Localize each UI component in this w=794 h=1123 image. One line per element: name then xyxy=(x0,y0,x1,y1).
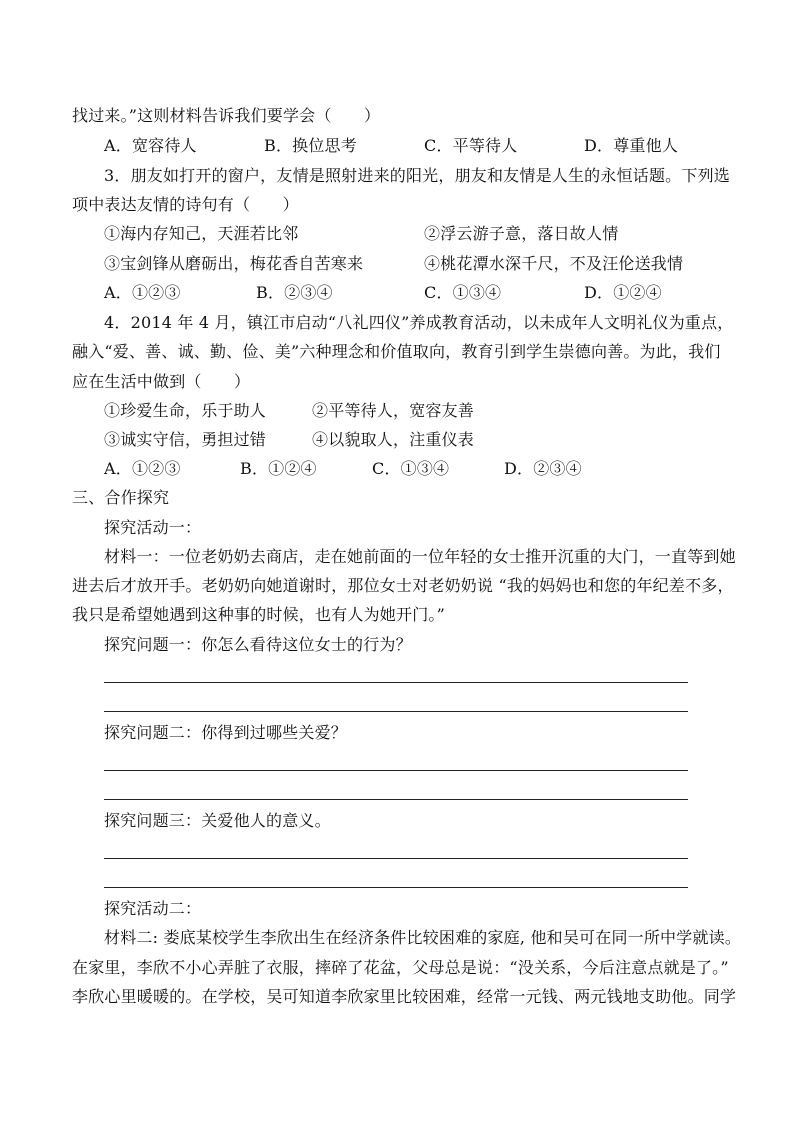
q3-option-a: A．①②③ xyxy=(104,283,181,302)
q4-option-b: B．①②④ xyxy=(240,459,317,478)
material2-line3: 李欣心里暖暖的。在学校，吴可知道李欣家里比较困难，经常一元钱、两元钱地支助他。同学 xyxy=(72,987,737,1006)
q3-item-4: ④桃花潭水深千尺，不及汪伦送我情 xyxy=(424,254,684,273)
q4-item-2: ②平等待人，宽容友善 xyxy=(312,401,475,420)
answer-line-q2-b[interactable] xyxy=(104,799,688,800)
question3: 探究问题三：关爱他人的意义。 xyxy=(104,811,331,830)
q3-item-2: ②浮云游子意，落日故人情 xyxy=(424,224,619,243)
q4-stem-line3: 应在生活中做到（ ） xyxy=(72,372,251,391)
q3-stem-line2: 项中表达友情的诗句有（ ） xyxy=(72,195,299,214)
material2-line2: 在家里，李欣不小心弄脏了衣服，摔碎了花盆，父母总是说：“没关系，今后注意点就是了。” xyxy=(72,958,729,977)
answer-line-q1-a[interactable] xyxy=(104,682,688,683)
q3-stem-line1: 3．朋友如打开的窗户，友情是照射进来的阳光，朋友和友情是人生的永恒话题。下列选 xyxy=(104,166,730,185)
q3-option-b: B．②③④ xyxy=(256,283,333,302)
q4-stem-line1: 4．2014 年 4 月，镇江市启动“八礼四仪”养成教育活动，以未成年人文明礼仪为重点， xyxy=(104,313,734,332)
material1-line3: 我只是希望她遇到这种事的时候，也有人为她开门。” xyxy=(72,605,445,624)
activity2-title: 探究活动二： xyxy=(104,899,202,918)
q2-option-c: C．平等待人 xyxy=(424,136,518,155)
answer-line-q3-b[interactable] xyxy=(104,887,688,888)
q3-option-d: D．①②④ xyxy=(584,283,662,302)
answer-line-q3-a[interactable] xyxy=(104,858,688,859)
q2-stem-tail: 找过来。”这则材料告诉我们要学会（ ） xyxy=(72,106,381,125)
activity1-title: 探究活动一： xyxy=(104,518,202,537)
q4-item-3: ③诚实守信，勇担过错 xyxy=(104,430,267,449)
section-heading: 三、合作探究 xyxy=(72,488,170,507)
q4-option-a: A．①②③ xyxy=(104,459,181,478)
material2-line1: 材料二: 娄底某校学生李欣出生在经济条件比较困难的家庭, 他和吴可在同一所中学就读。 xyxy=(104,928,742,947)
question1: 探究问题一：你怎么看待这位女士的行为？ xyxy=(104,635,412,654)
q3-option-c: C．①③④ xyxy=(424,283,502,302)
q3-item-3: ③宝剑锋从磨砺出，梅花香自苦寒来 xyxy=(104,254,364,273)
q4-item-4: ④以貌取人，注重仪表 xyxy=(312,430,475,449)
material1-line1: 材料一：一位老奶奶去商店，走在她前面的一位年轻的女士推开沉重的大门，一直等到她 xyxy=(104,547,736,566)
q2-option-a: A．宽容待人 xyxy=(104,136,197,155)
answer-line-q1-b[interactable] xyxy=(104,711,688,712)
q2-option-d: D．尊重他人 xyxy=(584,136,679,155)
q3-item-1: ①海内存知己，天涯若比邻 xyxy=(104,224,299,243)
q2-option-b: B．换位思考 xyxy=(264,136,357,155)
q4-option-c: C．①③④ xyxy=(372,459,450,478)
q4-item-1: ①珍爱生命，乐于助人 xyxy=(104,401,267,420)
answer-line-q2-a[interactable] xyxy=(104,770,688,771)
q4-stem-line2: 融入“爱、善、诚、勤、俭、美”六种理念和价值取向，教育引到学生崇德向善。为此，我们 xyxy=(72,342,721,361)
question2: 探究问题二：你得到过哪些关爱？ xyxy=(104,723,348,742)
material1-line2: 进去后才放开手。老奶奶向她道谢时，那位女士对老奶奶说 “我的妈妈也和您的年纪差不多， xyxy=(72,576,734,595)
q4-option-d: D．②③④ xyxy=(504,459,582,478)
